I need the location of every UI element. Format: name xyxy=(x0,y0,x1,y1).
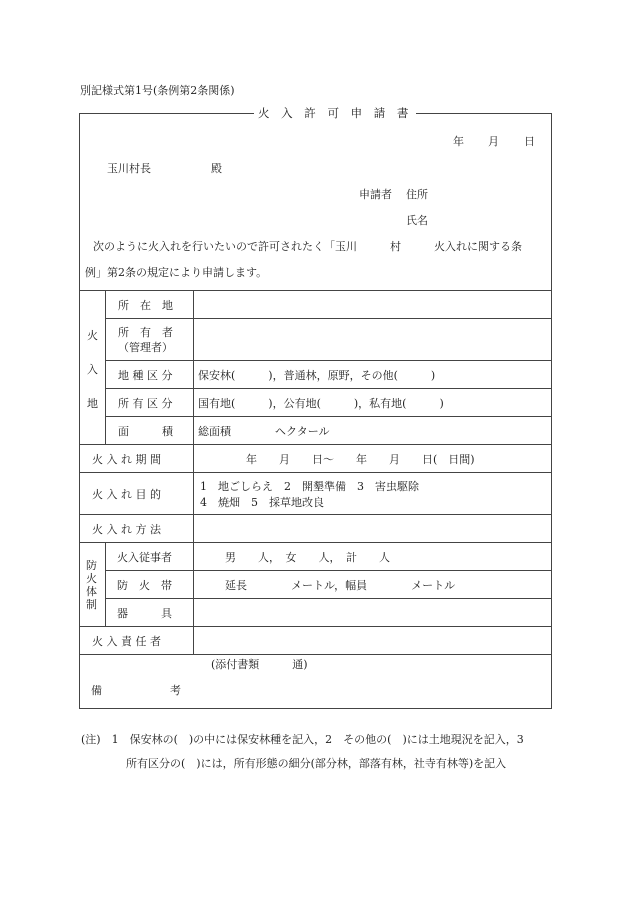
divider xyxy=(105,318,552,319)
divider xyxy=(79,542,552,543)
period-label: 火 入 れ 期 間 xyxy=(92,453,161,466)
purpose-line-1: 1 地ごしらえ 2 開墾準備 3 害虫駆除 xyxy=(200,480,419,493)
area-value: 総面積 ヘクタール xyxy=(198,425,330,438)
land-group-char: 入 xyxy=(87,363,98,376)
divider xyxy=(105,542,106,626)
intro-line-1: 次のように火入れを行いたいので許可されたく「玉川 村 火入れに関する条 xyxy=(93,240,522,253)
method-label: 火 入 れ 方 法 xyxy=(92,523,161,536)
divider xyxy=(193,290,194,654)
divider xyxy=(79,444,552,445)
land-type-value: 保安林( )，普通林，原野，その他( ) xyxy=(198,369,436,382)
applicant-label: 申請者 xyxy=(359,188,392,201)
purpose-line-2: 4 焼畑 5 採草地改良 xyxy=(200,496,324,509)
addressee-name: 玉川村長 xyxy=(107,162,151,175)
divider xyxy=(105,416,552,417)
location-label: 所 在 地 xyxy=(118,299,173,312)
divider xyxy=(105,388,552,389)
period-value: 年 月 日～ 年 月 日( 日間) xyxy=(246,453,475,466)
divider xyxy=(105,360,552,361)
land-group-char: 火 xyxy=(87,329,98,342)
workers-label: 火入従事者 xyxy=(117,551,172,564)
fire-system-char: 制 xyxy=(86,598,97,611)
divider xyxy=(105,598,552,599)
divider xyxy=(105,290,106,444)
owner-label-sub: （管理者） xyxy=(118,341,173,354)
remarks-attachment: (添付書類 通) xyxy=(211,658,308,671)
ownership-value: 国有地( )，公有地( )，私有地( ) xyxy=(198,397,444,410)
form-header: 別記様式第1号(条例第2条関係) xyxy=(80,84,235,97)
addressee-honorific: 殿 xyxy=(211,162,222,175)
intro-line-2: 例」第2条の規定により申請します。 xyxy=(85,266,268,279)
applicant-address: 住所 xyxy=(406,188,428,201)
ownership-label: 所 有 区 分 xyxy=(118,397,173,410)
land-group-char: 地 xyxy=(87,397,98,410)
divider xyxy=(79,626,552,627)
workers-value: 男 人， 女 人， 計 人 xyxy=(225,551,390,564)
remarks-label-right: 考 xyxy=(170,684,181,697)
area-label: 面 積 xyxy=(118,425,173,438)
divider xyxy=(79,514,552,515)
date-year: 年 xyxy=(453,135,464,148)
fire-system-char: 火 xyxy=(86,572,97,585)
date-month: 月 xyxy=(488,135,499,148)
responsible-label: 火 入 責 任 者 xyxy=(92,635,161,648)
fire-system-char: 体 xyxy=(86,585,97,598)
firebreak-label: 防 火 帯 xyxy=(117,579,172,592)
applicant-name: 氏名 xyxy=(406,214,428,227)
land-type-label: 地 種 区 分 xyxy=(118,369,173,382)
divider xyxy=(79,472,552,473)
fire-system-char: 防 xyxy=(86,559,97,572)
equipment-label: 器 具 xyxy=(117,607,172,620)
purpose-label: 火 入 れ 目 的 xyxy=(92,488,161,501)
form-title: 火 入 許 可 申 請 書 xyxy=(254,105,416,121)
divider xyxy=(79,654,552,655)
divider xyxy=(79,290,552,291)
remarks-label-left: 備 xyxy=(91,684,102,697)
firebreak-value: 延長 メートル，幅員 メートル xyxy=(225,579,456,592)
date-day: 日 xyxy=(524,135,535,148)
divider xyxy=(105,570,552,571)
note-line-1: (注) 1 保安林の( )の中には保安林種を記入，2 その他の( )には土地現況を記入，3 xyxy=(81,733,524,746)
owner-label: 所 有 者 xyxy=(118,326,173,339)
note-line-2: 所有区分の( )には，所有形態の細分(部分林，部落有林，社寺有林等)を記入 xyxy=(126,757,507,770)
